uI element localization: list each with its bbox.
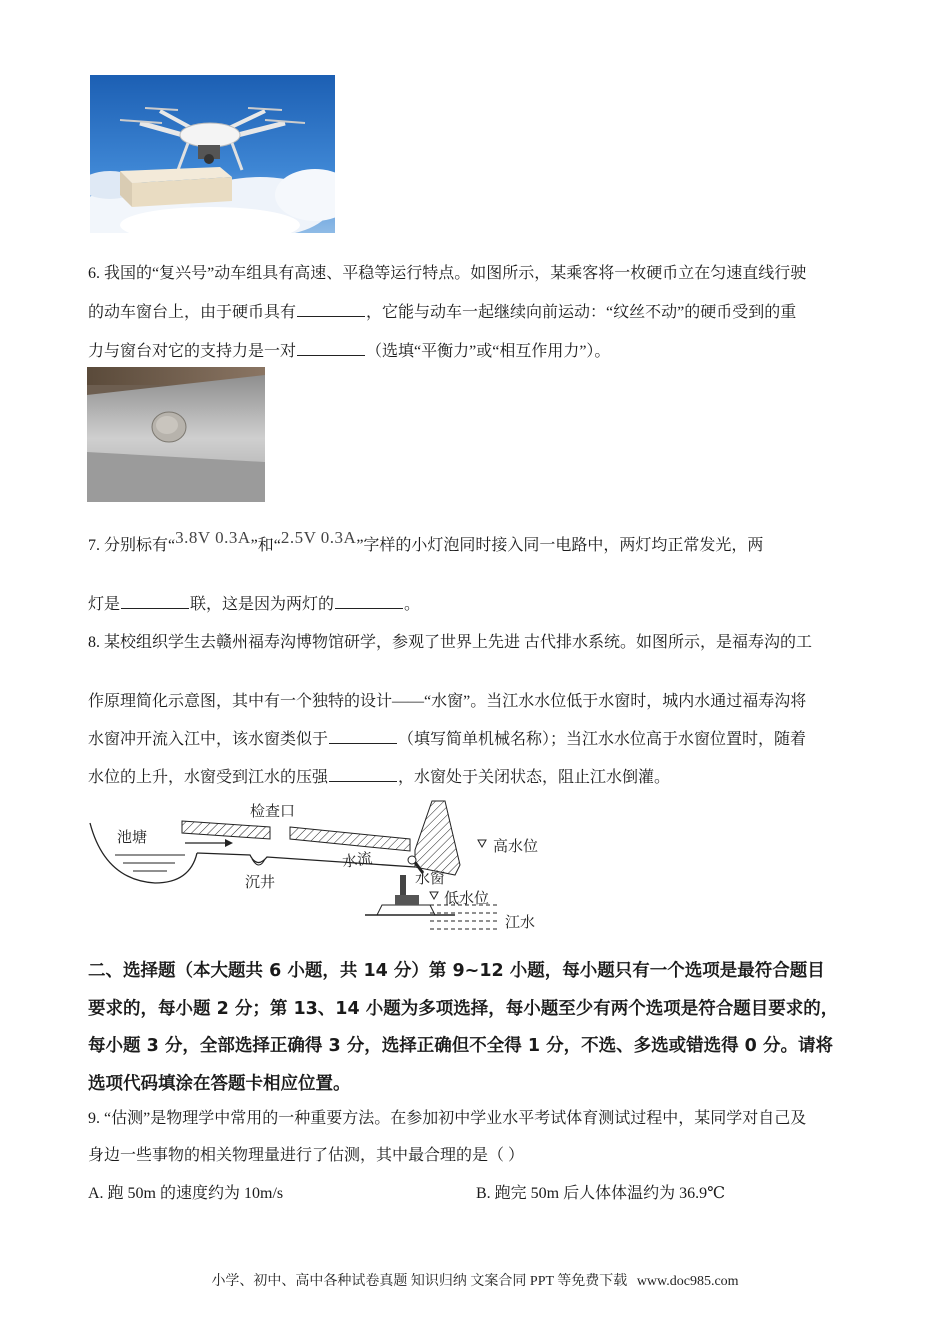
q6-line2-text-b: ，它能与动车一起继续向前运动：“纹丝不动”的硬币受到的重 [366, 304, 797, 321]
q8-line3-b: （填写简单机械名称）；当江水水位高于水窗位置时，随着 [398, 731, 807, 748]
q6-line3-text-a: 力与窗台对它的支持力是一对 [88, 343, 297, 360]
label-low-water: 低水位 [444, 889, 490, 907]
drone-photo [90, 75, 335, 233]
q6-line2 [88, 299, 796, 322]
section2-line3: 每小题 3 分，全部选择正确得 3 分，选择正确但不全得 1 分，不选、多选或错选得 0 分。请将 [88, 1036, 833, 1056]
section2-line4: 选项代码填涂在答题卡相应位置。 [88, 1074, 351, 1094]
q9-option-a: A. 跑 50m 的速度约为 10m/s [88, 1185, 284, 1202]
label-pond: 池塘 [117, 828, 148, 846]
q7-line2-c: 。 [404, 596, 421, 613]
q8-blank-2 [329, 767, 397, 782]
label-river-water: 江水 [505, 913, 536, 931]
q8-line3-a: 水窗冲开流入江中，该水窗类似于 [88, 731, 329, 748]
drainage-diagram [85, 795, 550, 935]
q7-line2 [88, 591, 420, 614]
q7-lamp1-rating: 3.8V 0.3A [175, 528, 251, 547]
q8-line4 [88, 764, 670, 787]
q8-line4-b: ，水窗处于关闭状态，阻止江水倒灌。 [398, 769, 671, 786]
q7-line1 [88, 528, 764, 555]
footer-url[interactable]: www.doc985.com [636, 1274, 739, 1289]
label-checkpoint: 检查口 [250, 802, 296, 820]
section2-line1: 二、选择题（本大题共 6 小题，共 14 分）第 9~12 小题，每小题只有一个选项是最符合题目 [88, 961, 825, 981]
q7-line2-b: 联，这是因为两灯的 [190, 596, 335, 613]
q7-blank-2 [335, 594, 403, 609]
q6-line3-text-b: （选填“平衡力”或“相互作用力”）。 [366, 343, 611, 360]
q8-line4-a: 水位的上升，水窗受到江水的压强 [88, 769, 329, 786]
section2-line2: 要求的，每小题 2 分；第 13、14 小题为多项选择，每小题至少有两个选项是符合题目要求的， [88, 999, 839, 1019]
q9-option-b: B. 跑完 50m 后人体体温约为 36.9℃ [476, 1185, 726, 1202]
label-high-water: 高水位 [493, 837, 539, 855]
q9-line2: 身边一些事物的相关物理量进行了估测，其中最合理的是（ ） [88, 1147, 525, 1164]
q6-blank-1 [297, 302, 365, 317]
q8-line3 [88, 726, 806, 749]
label-well: 沉井 [245, 873, 276, 891]
q6-line1: 6. 我国的“复兴号”动车组具有高速、平稳等运行特点。如图所示，某乘客将一枚硬币立在匀速直线行驶 [88, 265, 807, 282]
label-water-window: 水窗 [415, 869, 446, 887]
q7-mid: ”和“ [250, 537, 281, 554]
q7-blank-1 [121, 594, 189, 609]
coin-on-windowsill-photo [87, 367, 265, 502]
q7-prefix: 7. 分别标有“ [88, 537, 176, 554]
footer-text: 小学、初中、高中各种试卷真题 知识归纳 文案合同 PPT 等免费下载 [211, 1274, 628, 1289]
label-flow: 水流 [341, 848, 374, 871]
q6-line2-text-a: 的动车窗台上，由于硬币具有 [88, 304, 297, 321]
page-footer [0, 1270, 950, 1290]
q6-blank-2 [297, 341, 365, 356]
q8-line2: 作原理简化示意图，其中有一个独特的设计——“水窗”。当江水水位低于水窗时，城内水通过福寿沟将 [88, 693, 807, 710]
q7-suffix: ”字样的小灯泡同时接入同一电路中，两灯均正常发光，两 [356, 537, 764, 554]
q8-line1: 8. 某校组织学生去赣州福寿沟博物馆研学，参观了世界上先进 古代排水系统。如图所示，是福寿沟的工 [88, 634, 813, 651]
q7-lamp2-rating: 2.5V 0.3A [280, 528, 357, 547]
q8-blank-1 [329, 729, 397, 744]
q9-line1: 9. “估测”是物理学中常用的一种重要方法。在参加初中学业水平考试体育测试过程中，某同学对自己及 [88, 1110, 807, 1127]
q7-line2-a: 灯是 [88, 596, 121, 613]
q6-line3 [88, 338, 610, 361]
